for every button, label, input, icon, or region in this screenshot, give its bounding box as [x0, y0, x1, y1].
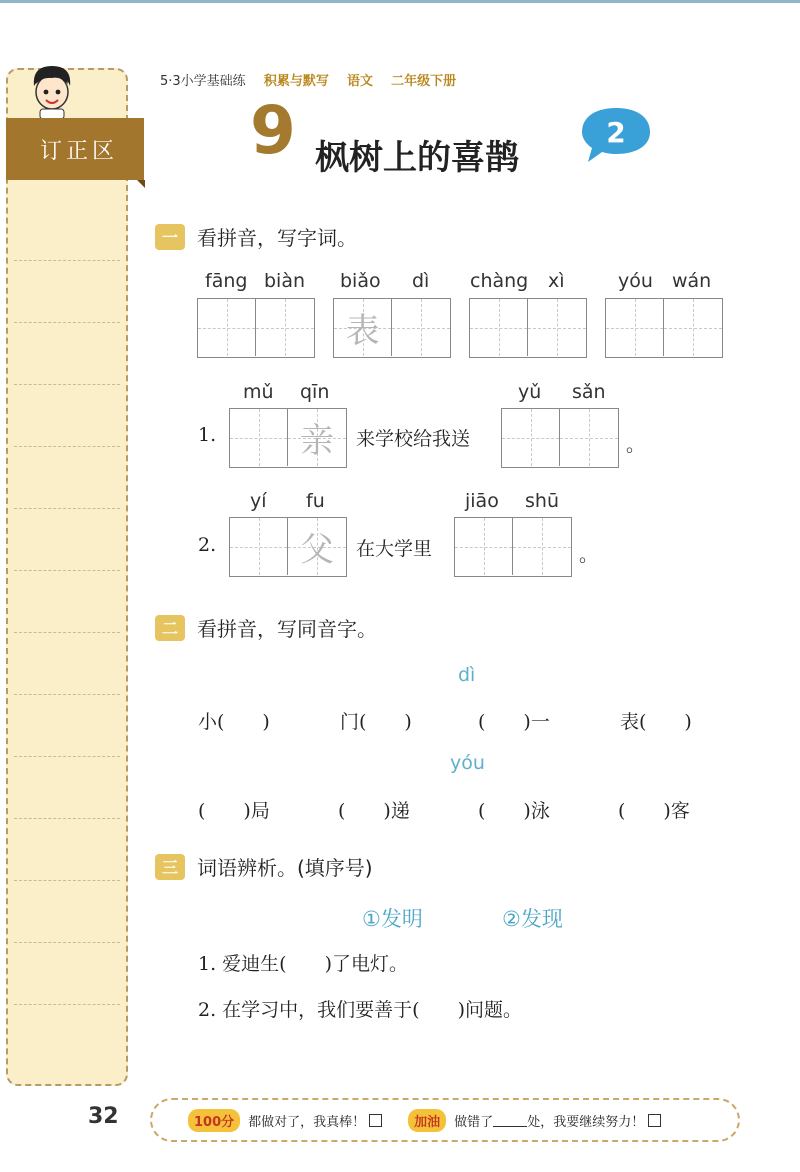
homophone-2a[interactable]: ( )局	[198, 800, 270, 822]
answer-grid-word-4[interactable]	[605, 298, 723, 358]
choice-1: ①发明	[362, 907, 423, 931]
homophone-pinyin-1: dì	[458, 664, 476, 686]
q1-period: 。	[626, 434, 646, 456]
q2-pinyin-2b: shū	[525, 490, 559, 512]
word-3-pinyin-2: xì	[548, 270, 565, 292]
mistakes-text-b: 处，我要继续努力！	[527, 1114, 645, 1130]
section-1-badge: 一	[155, 224, 185, 250]
perfect-score-badge: 100分	[188, 1109, 240, 1132]
grade-name: 二年级下册	[391, 74, 457, 89]
section-2-heading	[155, 613, 377, 642]
lesson-title: 枫树上的喜鹊	[315, 138, 519, 178]
q1-pinyin-1b: qīn	[300, 381, 330, 403]
choice-2: ②发现	[502, 907, 563, 931]
word-4-pinyin-2: wán	[672, 270, 712, 292]
self-check-bar	[150, 1098, 740, 1142]
discrimination-q1[interactable]: 1. 爱迪生( )了电灯。	[198, 953, 408, 975]
word-3-pinyin-1: chàng	[470, 270, 529, 292]
series-name: 5·3小学基础练	[160, 74, 246, 89]
hint-char: 表	[345, 311, 380, 351]
homophone-1a[interactable]: 小( )	[198, 711, 270, 733]
part-number: 2	[606, 116, 626, 149]
answer-grid-word-1[interactable]	[197, 298, 315, 358]
q2-pinyin-2a: jiāo	[465, 490, 499, 512]
book-name: 积累与默写	[263, 74, 329, 89]
word-2-pinyin-2: dì	[412, 270, 430, 292]
homophone-1d[interactable]: 表( )	[620, 711, 692, 733]
answer-grid-word-2[interactable]	[333, 298, 451, 358]
q1-pinyin-1a: mǔ	[243, 381, 274, 403]
homophone-2c[interactable]: ( )泳	[478, 800, 550, 822]
all-correct-text: 都做对了，我真棒！	[248, 1114, 366, 1130]
q1-sentence-middle: 来学校给我送	[356, 428, 471, 450]
cheer-badge: 加油	[408, 1109, 446, 1132]
word-1-pinyin-1: fāng	[205, 270, 248, 292]
book-header	[160, 70, 470, 89]
q1-number: 1.	[198, 424, 217, 446]
mistake-count-blank[interactable]	[493, 1114, 527, 1127]
correction-sidebar	[6, 68, 128, 1086]
section-1-title: 看拼音，写字词。	[197, 226, 357, 250]
section-3-heading	[155, 852, 373, 881]
mistakes-text-a: 做错了	[454, 1114, 494, 1130]
word-1-pinyin-2: biàn	[264, 270, 306, 292]
homophone-2d[interactable]: ( )客	[618, 800, 690, 822]
word-2-pinyin-1: biǎo	[340, 270, 381, 292]
q2-answer-grid-2[interactable]	[454, 517, 572, 577]
keep-trying-checkbox[interactable]	[648, 1114, 661, 1127]
section-1-heading	[155, 222, 357, 251]
q2-answer-grid-1[interactable]: 父	[229, 517, 347, 577]
homophone-2b[interactable]: ( )递	[338, 800, 410, 822]
q2-period: 。	[579, 544, 599, 566]
homophone-1b[interactable]: 门( )	[340, 711, 412, 733]
homophone-pinyin-2: yóu	[450, 752, 485, 774]
section-3-badge: 三	[155, 854, 185, 880]
q2-number: 2.	[198, 534, 217, 556]
discrimination-q2[interactable]: 2. 在学习中，我们要善于( )问题。	[198, 999, 522, 1021]
word-4-pinyin-1: yóu	[618, 270, 653, 292]
q2-sentence-middle: 在大学里	[356, 538, 433, 560]
section-2-badge: 二	[155, 615, 185, 641]
subject-name: 语文	[346, 74, 373, 89]
all-correct-checkbox[interactable]	[369, 1114, 382, 1127]
q1-answer-grid-2[interactable]	[501, 408, 619, 468]
top-rule	[0, 0, 800, 3]
section-2-title: 看拼音，写同音字。	[197, 617, 377, 641]
page-number: 32	[88, 1104, 119, 1129]
q2-pinyin-1a: yí	[250, 490, 267, 512]
lesson-number: 9	[250, 92, 296, 169]
correction-area-tab: 订正区	[6, 118, 144, 180]
q1-pinyin-2b: sǎn	[572, 381, 606, 403]
answer-grid-word-3[interactable]	[469, 298, 587, 358]
q1-pinyin-2a: yǔ	[518, 381, 542, 403]
q2-pinyin-1b: fu	[306, 490, 325, 512]
q1-answer-grid-1[interactable]: 亲	[229, 408, 347, 468]
homophone-1c[interactable]: ( )一	[478, 711, 550, 733]
speech-bubble-icon	[578, 104, 654, 166]
cartoon-boy-icon	[26, 62, 78, 120]
section-3-title: 词语辨析。(填序号)	[197, 856, 373, 880]
